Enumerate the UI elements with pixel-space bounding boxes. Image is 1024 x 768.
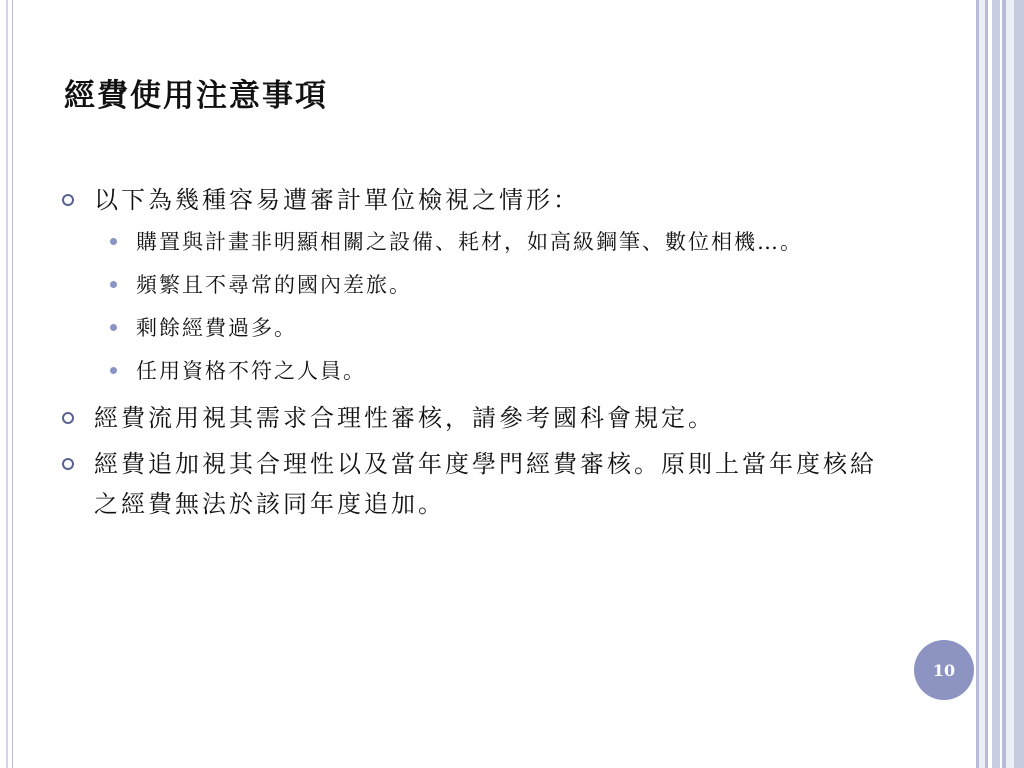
bullet-item: [60, 180, 890, 220]
page-number: 10: [932, 660, 956, 680]
bullet-text: 以下為幾種容易遭審計單位檢視之情形：: [94, 186, 580, 214]
sub-bullet-item: [60, 226, 890, 258]
bullet-text: 經費流用視其需求合理性審核，請參考國科會規定。: [94, 404, 715, 432]
dot-bullet-icon: [110, 238, 117, 245]
bullet-item: [60, 398, 890, 438]
dot-bullet-icon: [110, 324, 117, 331]
slide-content: [60, 180, 890, 530]
dot-bullet-icon: [110, 367, 117, 374]
right-frame-decoration: [976, 0, 1024, 768]
sub-bullet-text: 頻繁且不尋常的國內差旅。: [136, 273, 412, 297]
ring-bullet-icon: [62, 194, 74, 206]
dot-bullet-icon: [110, 281, 117, 288]
bullet-item: [60, 444, 890, 524]
sub-bullet-text: 任用資格不符之人員。: [136, 359, 366, 383]
left-frame-decoration: [0, 0, 13, 768]
slide-title: 經費使用注意事項: [64, 78, 328, 114]
bullet-text: 經費追加視其合理性以及當年度學門經費審核。原則上當年度核給之經費無法於該同年度追加。: [94, 450, 877, 518]
page-number-badge: [914, 640, 974, 700]
sub-bullet-item: [60, 355, 890, 387]
sub-bullet-item: [60, 312, 890, 344]
sub-bullet-text: 購置與計畫非明顯相關之設備、耗材，如高級鋼筆、數位相機…。: [136, 230, 803, 254]
sub-bullet-text: 剩餘經費過多。: [136, 316, 297, 340]
ring-bullet-icon: [62, 458, 74, 470]
sub-bullet-list: [60, 226, 890, 387]
sub-bullet-item: [60, 269, 890, 301]
ring-bullet-icon: [62, 412, 74, 424]
